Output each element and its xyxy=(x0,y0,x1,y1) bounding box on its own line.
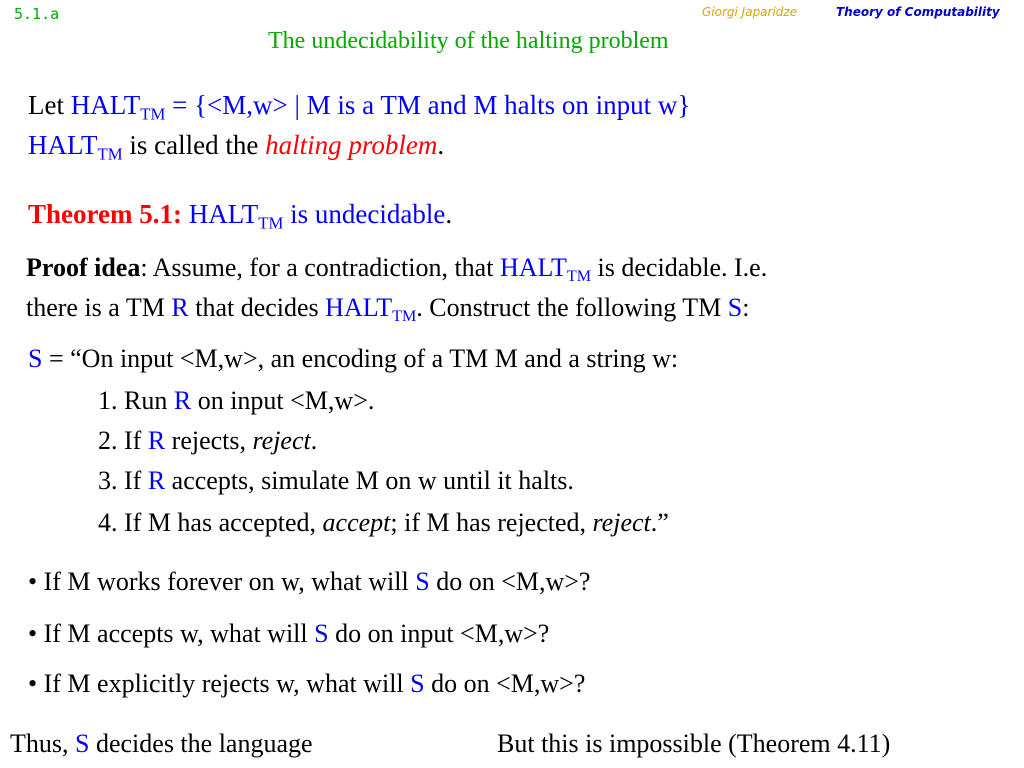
proof-label: Proof idea xyxy=(26,253,141,282)
machine-r: R xyxy=(147,466,166,495)
machine-r: R xyxy=(147,426,166,455)
machine-r: R xyxy=(171,293,189,322)
theorem-statement: Theorem 5.1: $HALT_{TM}$ is undecidable. xyxy=(28,199,453,233)
slide-title: The undecidability of the halting problem xyxy=(268,28,669,54)
halt-naming: $HALT_{TM}$ is called the halting problem. xyxy=(28,130,445,164)
halting-problem-term: halting problem xyxy=(265,130,438,160)
proof-idea-line-2: there is a TM R that decides $HALT_{TM}$. Construct the following TM S: xyxy=(26,293,750,326)
reject-term: reject xyxy=(252,426,311,455)
proof-idea-line-1: Proof idea: Assume, for a contradiction, that $HALT_{TM}$ is decidable. I.e. xyxy=(26,253,768,286)
accept-term: accept xyxy=(322,508,391,537)
halt-symbol: $HALT_{TM} = \{<M,w>$ | M is a TM and M halts on input w} xyxy=(70,90,691,124)
step-2: 2. If R rejects, reject. xyxy=(98,426,318,455)
machine-s: S xyxy=(410,669,425,698)
naming-text: is called the xyxy=(122,130,266,160)
question-accepts: • If M accepts w, what will S do on input <M,w>? xyxy=(28,619,550,648)
machine-s: S xyxy=(415,567,430,596)
halt-definition xyxy=(28,90,691,124)
halt-symbol: $HALT_{TM}$ xyxy=(325,293,417,326)
machine-s: S xyxy=(75,729,90,758)
machine-s: S xyxy=(727,293,743,322)
question-works-forever: • If M works forever on w, what will S do on <M,w>? xyxy=(28,567,591,596)
halt-symbol: $HALT_{TM}$ xyxy=(28,130,123,164)
conclusion-impossible: But this is impossible (Theorem 4.11) xyxy=(497,729,891,758)
machine-r: R xyxy=(173,386,192,415)
step-1: 1. Run R on input <M,w>. xyxy=(98,386,375,415)
author-name: Giorgi Japaridze xyxy=(702,5,798,19)
question-rejects: • If M explicitly rejects w, what will S do on <M,w>? xyxy=(28,669,586,698)
machine-s: S xyxy=(314,619,329,648)
conclusion-decides: Thus, S decides the language xyxy=(10,729,313,758)
halt-symbol: $HALT_{TM}$ xyxy=(499,253,592,286)
theorem-body: $HALT_{TM}$ is undecidable xyxy=(188,199,446,233)
theorem-label: Theorem 5.1: xyxy=(28,199,182,229)
slide-number: 5.1.a xyxy=(14,5,60,23)
reject-term: reject xyxy=(592,508,651,537)
step-4: 4. If M has accepted, accept; if M has rejected, reject.” xyxy=(98,508,669,537)
let-text: Let xyxy=(28,90,71,120)
step-3: 3. If R accepts, simulate M on w until it halts. xyxy=(98,466,574,495)
machine-s: S xyxy=(28,344,43,373)
course-title: Theory of Computability xyxy=(836,5,1000,19)
machine-s-definition: S = “On input <M,w>, an encoding of a TM M and a string w: xyxy=(28,344,679,373)
